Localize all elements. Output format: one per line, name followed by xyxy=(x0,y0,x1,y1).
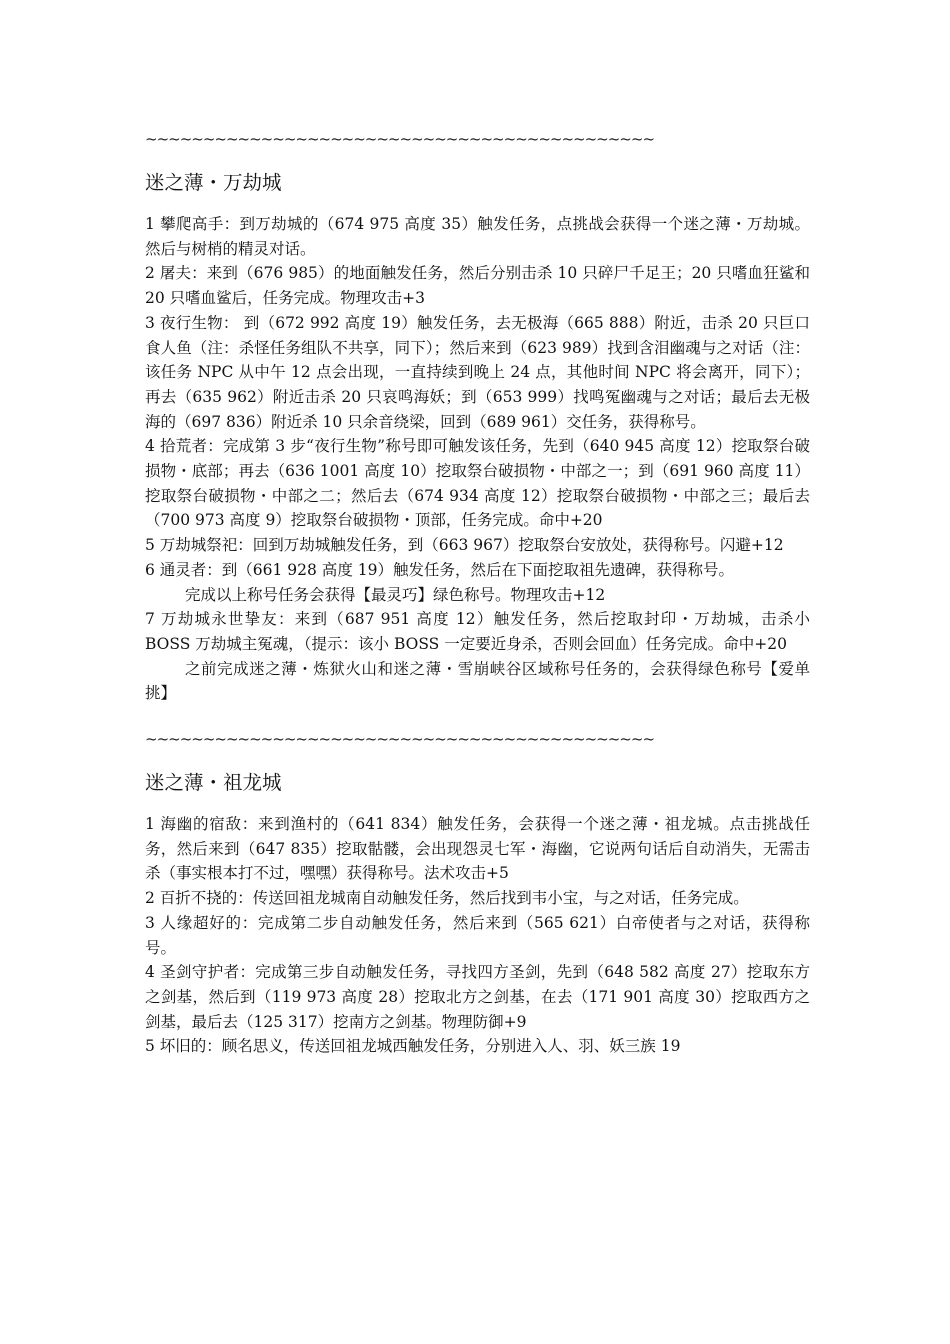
section-divider: ~~~~~~~~~~~~~~~~~~~~~~~~~~~~~~~~~~~~~~~~~~~~ xyxy=(145,130,655,148)
list-item: 1 海幽的宿敌：来到渔村的（641 834）触发任务，会获得一个迷之薄・祖龙城。点击挑战任务，然后来到（647 835）挖取骷髅，会出现怨灵七军・海幽，它说两句话后自动消失，无需击杀（事实根本打不过，嘿嘿）获得称号。法术攻击+5 xyxy=(145,815,810,883)
list-item: 7 万劫城永世挚友：来到（687 951 高度 12）触发任务，然后挖取封印・万劫城，击杀小 BOSS 万劫城主冤魂，（提示：该小 BOSS 一定要近身杀，否则会回血）任务完成。命中+20 xyxy=(145,610,810,653)
section-title-zulong: 迷之薄・祖龙城 xyxy=(145,771,282,795)
list-item: 3 夜行生物： 到（672 992 高度 19）触发任务，去无极海（665 888）附近，击杀 20 只巨口食人鱼（注：杀怪任务组队不共享，同下）；然后来到（623 989）找到含泪幽魂与之对话（注：该任务 NPC 从中午 12 点会出现，一直持续到晚上 24 点，其他时间 NPC 将会离开，同下）；再去（635 962）附近击杀 20 只哀鸣海妖；到（653 999）找鸣冤幽魂与之对话；最后去无极海的（697 836）附近杀 10 只余音绕梁，回到（689 961）交任务，获得称号。 xyxy=(145,313,810,431)
section-title-wanjie: 迷之薄・万劫城 xyxy=(145,171,282,194)
reward-note: 之前完成迷之薄・炼狱火山和迷之薄・雪崩峡谷区域称号任务的，会获得绿色称号【爱单挑】 xyxy=(145,659,810,703)
list-item: 1 攀爬高手：到万劫城的（674 975 高度 35）触发任务，点挑战会获得一个迷之薄・万劫城。然后与树梢的精灵对话。 xyxy=(145,215,810,258)
document-page xyxy=(145,128,810,1059)
list-item: 2 百折不挠的：传送回祖龙城南自动触发任务，然后找到韦小宝，与之对话，任务完成。 xyxy=(145,889,749,908)
list-item: 4 圣剑守护者：完成第三步自动触发任务，寻找四方圣剑，先到（648 582 高度 27）挖取东方之剑基，然后到（119 973 高度 28）挖取北方之剑基，在去（171 901 高度 30）挖取西方之剑基，最后去（125 317）挖南方之剑基。物理防御+9 xyxy=(145,963,810,1031)
list-item: 5 坏旧的：顾名思义，传送回祖龙城西触发任务，分别进入人、羽、妖三族 19 xyxy=(145,1037,681,1056)
list-item: 3 人缘超好的：完成第二步自动触发任务，然后来到（565 621）白帝使者与之对话，获得称号。 xyxy=(145,913,810,957)
section-divider: ~~~~~~~~~~~~~~~~~~~~~~~~~~~~~~~~~~~~~~~~~~~~ xyxy=(145,730,655,749)
list-item: 4 拾荒者：完成第 3 步“夜行生物”称号即可触发该任务，先到（640 945 高度 12）挖取祭台破损物・底部；再去（636 1001 高度 10）挖取祭台破损物・中部之一；到（691 960 高度 11）挖取祭台破损物・中部之二；然后去（674 934 高度 12）挖取祭台破损物・中部之三；最后去（700 973 高度 9）挖取祭台破损物・顶部，任务完成。命中+20 xyxy=(145,437,810,530)
list-item: 2 屠夫：来到（676 985）的地面触发任务，然后分别击杀 10 只碎尸千足王；20 只嗜血狂鲨和 20 只嗜血鲨后，任务完成。物理攻击+3 xyxy=(145,264,810,308)
list-item: 6 通灵者：到（661 928 高度 19）触发任务，然后在下面挖取祖先遗碑，获得称号。 xyxy=(145,560,734,579)
reward-note: 完成以上称号任务会获得【最灵巧】绿色称号。物理攻击+12 xyxy=(185,585,606,604)
list-item: 5 万劫城祭祀：回到万劫城触发任务，到（663 967）挖取祭台安放处，获得称号。闪避+12 xyxy=(145,536,784,555)
